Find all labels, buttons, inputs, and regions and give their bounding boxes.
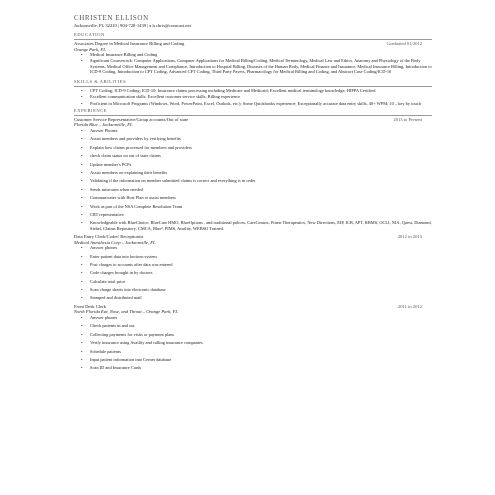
list-item: • Answer phones xyxy=(81,315,118,321)
list-item: • Communicates with Host Plan to assist members xyxy=(81,195,176,201)
list-item: • Knowledgeable with BlueChoice, BlueCare HMO, BlueOptions , and traditional polices, CareCentrix, Prime Therapeutics, New Directions, EIP, ICB, APT, RBMS, OCLI, NIA, Quest, Diamond, Siebel, Claims Repository, CMCA, Blue², PIMS, Availity, WEBSO Trained. xyxy=(81,220,432,231)
list-item: • Stamped and distributed mail xyxy=(81,295,142,301)
job-title: Data Entry Clerk/Coder/ Receptionist xyxy=(74,233,144,239)
list-item: • check claim status on out of state claims xyxy=(81,153,161,159)
experience-heading: EXPERIENCE xyxy=(74,107,108,113)
education-school: Orange Park, FL xyxy=(74,46,106,52)
skills-list xyxy=(74,88,432,106)
resume-page xyxy=(74,14,432,374)
list-item: • Work as part of the NSA Complete Resolution Team xyxy=(81,203,183,209)
list-item: • Calculate total price xyxy=(81,278,126,284)
list-item: • Assist members and providers by verifying benefits xyxy=(81,136,181,142)
degree-title: Associates Degree in Medical Insurance Billing and Coding xyxy=(74,41,185,46)
job-duties-list xyxy=(74,128,432,231)
job-company: Florida Blue – Jacksonville, FL xyxy=(74,122,133,128)
job-date: 2013 to Present xyxy=(393,116,422,122)
candidate-name: CHRISTEN ELLISON xyxy=(74,14,149,22)
list-item: • Excellent communication skills; Excellent customer service skills; Billing experience xyxy=(81,94,240,100)
list-item: • Significant Coursework: Computer Applications, Computer Applications for Medical Billing/Coding, Medical Terminology, Medical Law and Ethics, Anatomy and Physiology of the Body Systems, Medical Office Management and Compliance, Introduction to Hospital Billing, Diseases of the Human Body, Medical Finance and Insurance, Medical Insurance Billing, Introduction to ICD-9 Coding, Introduction to CPT Coding, Advanced CPT Coding, Third Party Payers, Pharmacology for Medical Billing and Coding, and Abstract Case Coding/ICD-10 xyxy=(81,58,432,75)
education-heading: EDUCATION xyxy=(74,32,105,37)
list-item: • Scan charge sheets into electronic database xyxy=(81,287,166,293)
list-item: • Enter patient data into horizon system xyxy=(81,253,157,259)
section-divider xyxy=(74,86,432,87)
list-item: • Code charges brought in by doctors xyxy=(81,270,153,276)
list-item: • CPT Coding; ICD-9 Coding; ICD-10; Insurance claims processing including Medicare and Medicaid; Excellent medical terminology knowledge; HIPPA Certified xyxy=(81,87,376,93)
list-item: • Check patients in and out xyxy=(81,323,135,329)
list-item: • Answer phones xyxy=(81,245,118,251)
job-title: Customer Service Representative/Group accounts/Out of state xyxy=(74,116,189,122)
list-item: • Update member's PCPs xyxy=(81,161,132,167)
list-item: • Input patient information into Cerner database xyxy=(81,356,172,362)
job-title: Front Desk Clerk xyxy=(74,303,106,309)
list-item: • Medical Insurance Billing and Coding xyxy=(81,52,158,58)
contact-line: Jacksonville, FL 32210 | 904-728-1439 | a.h.chris@comcast.net xyxy=(74,23,191,28)
job-company: Medical Anesthesia Corp – Jacksonville, FL xyxy=(74,239,156,245)
job-date: 2011 to 2012 xyxy=(397,303,422,309)
list-item: • Answer Phones xyxy=(81,128,118,134)
section-divider xyxy=(74,39,432,40)
list-item: • Post charges to accounts after data was entered xyxy=(81,261,173,267)
skills-heading: SKILLS & ABILITIES xyxy=(74,78,127,84)
list-item: • Proficient in Microsoft Programs (Windows, Word, PowerPoint, Excel, Outlook, etc.); Some Quickbooks experience; Exceptionally accurate data entry skills, 40+ WPM; 10 – key by touch xyxy=(81,100,421,106)
job-date: 2012 to 2013 xyxy=(397,233,422,239)
education-list xyxy=(74,52,432,75)
list-item: • Sends misroutes when needed xyxy=(81,186,143,192)
section-divider xyxy=(74,115,432,116)
list-item: • CRT representative xyxy=(81,211,124,217)
list-item: • Verify insurance using Availity and calling insurance companies xyxy=(81,340,203,346)
job-duties-list xyxy=(74,315,432,371)
list-item: • Scan ID and Insurance Cards xyxy=(81,365,142,371)
job-duties-list xyxy=(74,245,432,301)
list-item: • Collecting payments for visits or payment plans xyxy=(81,331,175,337)
job-company: North Florida Ear, Nose, and Throat – Orange Park, FL xyxy=(74,309,178,315)
list-item: • Explain how claims processed for members and providers xyxy=(81,144,192,150)
education-date: Graduated 01/2012 xyxy=(386,41,422,46)
list-item: • Validating if the information on member submitted claims is correct and everything is in order xyxy=(81,178,256,184)
list-item: • Schedule patients xyxy=(81,348,121,354)
list-item: • Assist members on explaining their benefits xyxy=(81,169,168,175)
